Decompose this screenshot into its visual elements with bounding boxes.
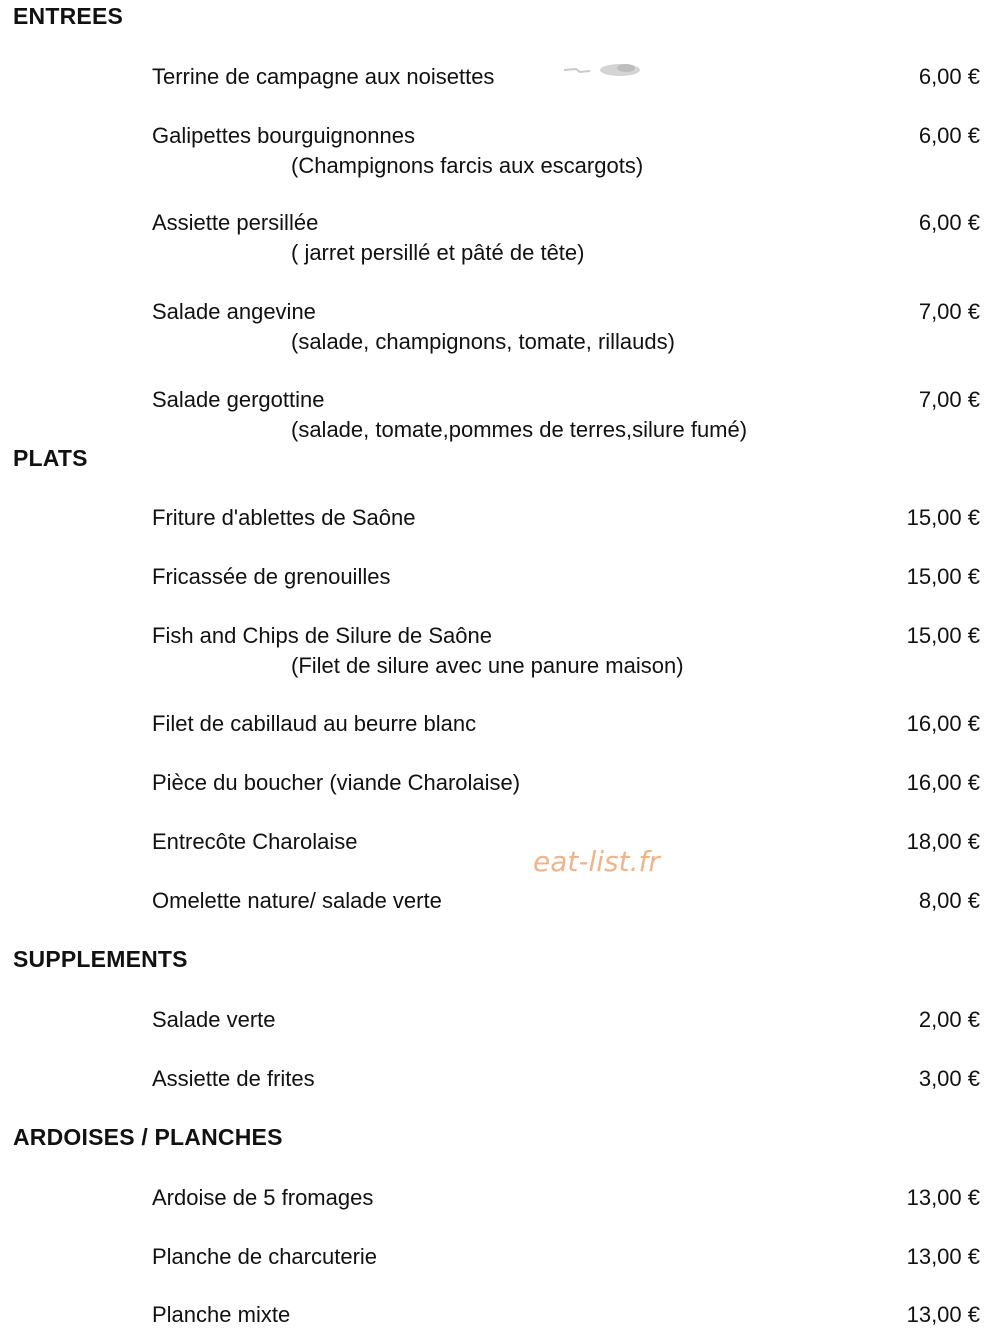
menu-item-salade-gergottine (152, 386, 980, 444)
item-price: 3,00 € (918, 1066, 980, 1091)
item-name: Ardoise de 5 fromages (152, 1185, 374, 1210)
item-price: 13,00 € (906, 1185, 980, 1210)
item-price: 7,00 € (918, 387, 980, 412)
item-price: 18,00 € (906, 829, 980, 854)
item-name: Omelette nature/ salade verte (152, 888, 442, 913)
menu-item-galipettes (152, 122, 980, 180)
item-price: 13,00 € (906, 1244, 980, 1269)
item-price: 15,00 € (906, 623, 980, 648)
item-name: Salade gergottine (152, 387, 325, 412)
section-title-ardoises: ARDOISES / PLANCHES (13, 1124, 283, 1150)
item-description: (salade, tomate,pommes de terres,silure fumé) (291, 417, 748, 442)
section-title-supplements: SUPPLEMENTS (13, 946, 188, 972)
section-title-entrees: ENTREES (13, 3, 124, 29)
item-description: ( jarret persillé et pâté de tête) (291, 240, 585, 265)
item-price: 8,00 € (918, 888, 980, 913)
menu-item-frites (152, 1065, 980, 1093)
menu-item-planche-charcuterie (152, 1243, 980, 1271)
item-name: Filet de cabillaud au beurre blanc (152, 711, 477, 736)
item-price: 13,00 € (906, 1302, 980, 1327)
item-description: (Filet de silure avec une panure maison) (291, 653, 684, 678)
item-price: 6,00 € (918, 64, 980, 89)
menu-item-fricassee (152, 563, 980, 591)
watermark-text: eat-list.fr (533, 845, 660, 878)
item-name: Assiette de frites (152, 1066, 315, 1091)
item-price: 16,00 € (906, 711, 980, 736)
item-name: Galipettes bourguignonnes (152, 123, 415, 148)
menu-item-friture (152, 504, 980, 532)
item-price: 16,00 € (906, 770, 980, 795)
item-name: Salade angevine (152, 299, 316, 324)
item-name: Friture d'ablettes de Saône (152, 505, 416, 530)
menu-item-salade-angevine (152, 298, 980, 356)
menu-item-omelette (152, 887, 980, 915)
item-price: 6,00 € (918, 210, 980, 235)
item-name: Planche de charcuterie (152, 1244, 378, 1269)
item-description: (salade, champignons, tomate, rillauds) (291, 329, 675, 354)
item-name: Planche mixte (152, 1302, 291, 1327)
item-name: Pièce du boucher (viande Charolaise) (152, 770, 521, 795)
item-name: Fish and Chips de Silure de Saône (152, 623, 492, 648)
menu-item-planche-mixte (152, 1301, 980, 1329)
item-name: Assiette persillée (152, 210, 319, 235)
item-name: Entrecôte Charolaise (152, 829, 358, 854)
item-name: Fricassée de grenouilles (152, 564, 391, 589)
menu-item-ardoise-fromages (152, 1184, 980, 1212)
item-price: 15,00 € (906, 505, 980, 530)
item-name: Salade verte (152, 1007, 276, 1032)
item-price: 15,00 € (906, 564, 980, 589)
menu-item-cabillaud (152, 710, 980, 738)
scan-smudge (562, 60, 646, 82)
item-name: Terrine de campagne aux noisettes (152, 64, 495, 89)
item-price: 2,00 € (918, 1007, 980, 1032)
menu-item-fish-and-chips (152, 622, 980, 680)
menu-item-salade-verte (152, 1006, 980, 1034)
menu-item-assiette-persillee (152, 209, 980, 267)
section-title-plats: PLATS (13, 445, 88, 471)
item-price: 6,00 € (918, 123, 980, 148)
item-price: 7,00 € (918, 299, 980, 324)
menu-item-piece-du-boucher (152, 769, 980, 797)
item-description: (Champignons farcis aux escargots) (291, 153, 644, 178)
